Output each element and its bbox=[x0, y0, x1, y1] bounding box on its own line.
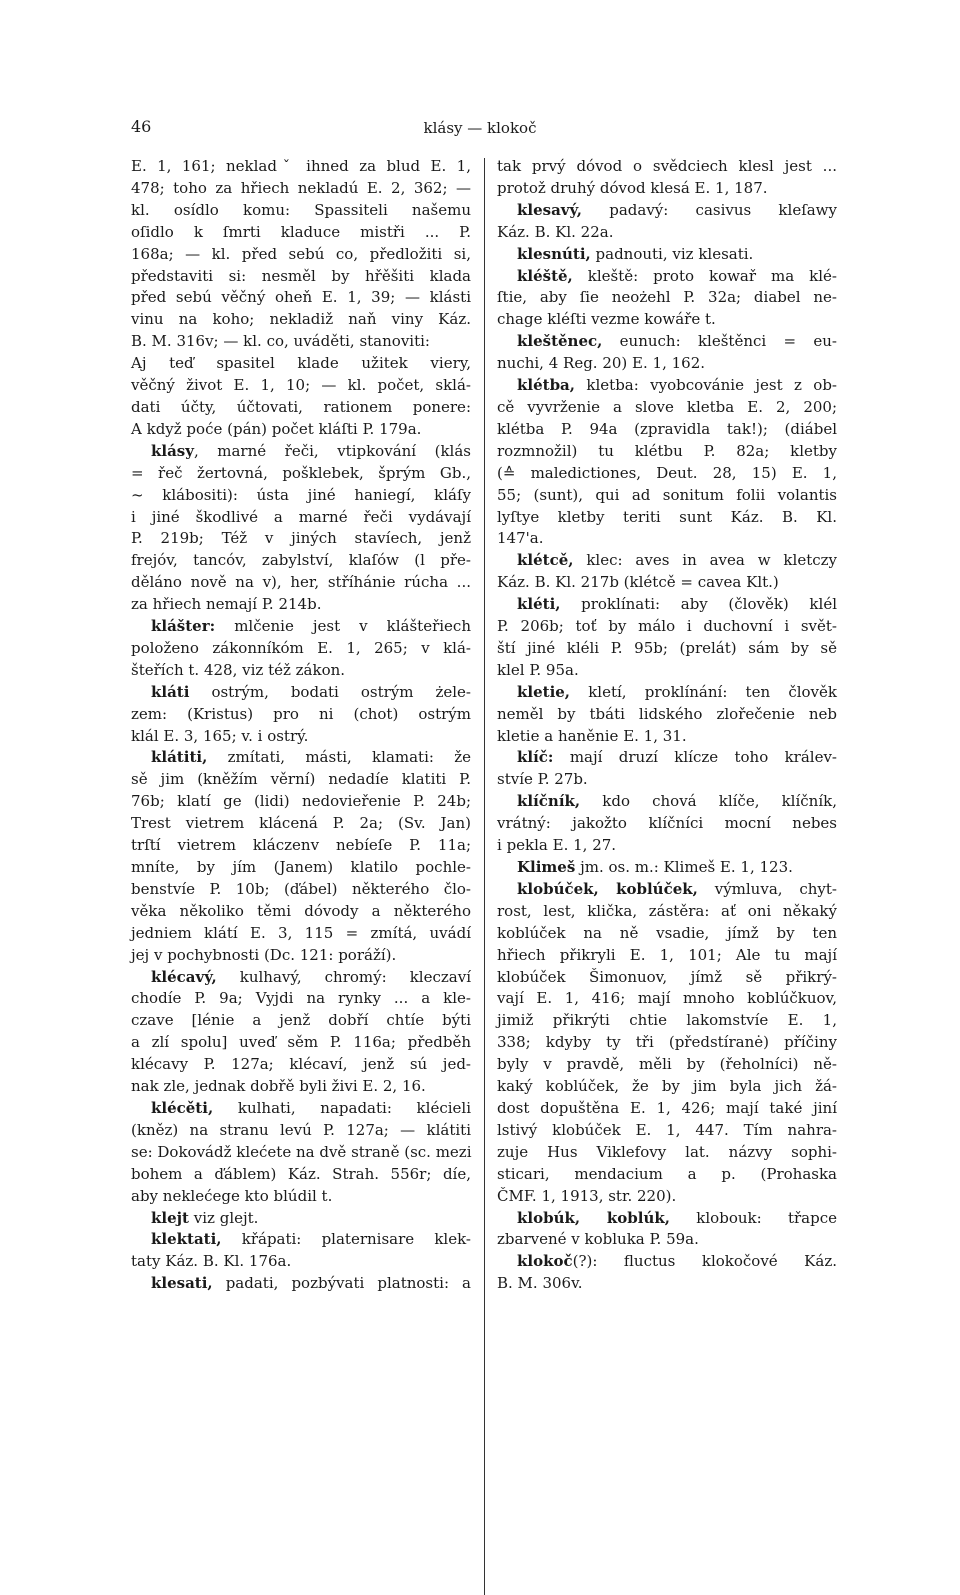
text-line: klel P. 95a. bbox=[497, 660, 579, 679]
text-line: klétba, kletba: vyobcovánie jest z ob- bbox=[517, 376, 837, 395]
text-line: hřiech přikryli E. 1, 101; Ale tu mají bbox=[497, 945, 837, 964]
headword: klektati, bbox=[151, 1230, 222, 1249]
text-line: i jiné škodlivé a marné řeči vydávají bbox=[131, 507, 471, 526]
text-line: frejóv, tancóv, zabylství, klaſów (l pře- bbox=[131, 551, 471, 570]
text-line: P. 206b; toť by málo i duchovní i svět- bbox=[497, 617, 837, 636]
text-line: ští jiné kléli P. 95b; (prelát) sám by sě bbox=[497, 638, 837, 657]
text-line: klektati, křápati: platernisare klek- bbox=[151, 1230, 471, 1249]
headword: klátiti, bbox=[151, 748, 208, 767]
text-line: klécavy P. 127a; klécaví, jenž sú jed- bbox=[131, 1055, 471, 1074]
text-line: klesnúti, padnouti, viz klesati. bbox=[517, 244, 754, 263]
text-line: šteřích t. 428, viz též zákon. bbox=[131, 660, 346, 679]
text-line: trſtí vietrem kláczenv nebíeſe P. 11a; bbox=[131, 836, 471, 855]
text-line: kletie a haněnie E. 1, 31. bbox=[497, 726, 687, 745]
text-line: kléště, kleště: proto kowař ma klé- bbox=[517, 266, 837, 285]
text-line: 55; (sunt), qui ad sonitum folii volantis bbox=[497, 485, 837, 504]
text-line: věka několiko těmi dóvody a některého bbox=[131, 901, 471, 920]
text-line: představiti si: nesměl by hřěšiti klada bbox=[131, 266, 471, 285]
text-line: klejt viz glejt. bbox=[151, 1208, 259, 1227]
text-line: za hřiech nemají P. 214b. bbox=[131, 595, 322, 614]
text-line: rozmnožil) tu klétbu P. 82a; kletby bbox=[497, 441, 837, 460]
text-line: klobúček Šimonuov, jímž sě přikrý- bbox=[497, 967, 837, 986]
text-line: sticari, mendacium a p. (Prohaska bbox=[497, 1164, 837, 1183]
headword: klécavý, bbox=[151, 967, 217, 986]
text-line: klécěti, kulhati, napadati: klécieli bbox=[151, 1098, 471, 1117]
text-line: mníte, by jím (Janem) klatilo pochle- bbox=[131, 858, 471, 876]
text-line: 168a; — kl. před sebú co, předložiti si, bbox=[131, 244, 471, 263]
text-line: P. 219b; Též v jiných stavíech, jenž bbox=[131, 529, 471, 548]
text-line: koblúček na ně vsadie, jímž by ten bbox=[497, 923, 837, 942]
page-number: 46 bbox=[131, 117, 152, 136]
text-line: klátiti, zmítati, másti, klamati: že bbox=[151, 748, 471, 767]
text-line: lstivý klobúček E. 1, 447. Tím nahra- bbox=[497, 1120, 837, 1139]
headword: klobúček, koblúček, bbox=[517, 879, 698, 898]
text-line: se: Dokovádž klećete na dvě straně (sc. mezi bbox=[131, 1142, 472, 1161]
headword: klíč: bbox=[517, 748, 554, 767]
headword: klobúk, koblúk, bbox=[517, 1208, 670, 1227]
text-line: sě jim (kněžím věrní) nedadíe klatiti P. bbox=[131, 770, 471, 789]
text-line: byly v pravdě, měli by (řeholníci) ně- bbox=[497, 1055, 837, 1074]
text-line: zem: (Kristus) pro ni (chot) ostrým bbox=[131, 704, 471, 723]
text-line: zuje Hus Viklefovy lat. názvy sophi- bbox=[497, 1142, 837, 1161]
text-line: kleštěnec, eunuch: kleštěnci = eu- bbox=[517, 332, 837, 351]
text-line: Aj teď spasitel klade užitek viery, bbox=[131, 354, 471, 373]
text-line: dost dopuštěna E. 1, 426; mají také jiní bbox=[497, 1098, 837, 1117]
text-line: vají E. 1, 416; mají mnoho koblúčkuov, bbox=[497, 989, 837, 1008]
text-line: chodíe P. 9a; Vyjdi na rynky ... a kle- bbox=[131, 989, 471, 1008]
text-line: protož druhý dóvod klesá E. 1, 187. bbox=[497, 178, 768, 197]
text-line: jedniem klátí E. 3, 115 = zmítá, uvádí bbox=[131, 923, 471, 942]
headword: kláti bbox=[151, 682, 190, 701]
text-line: Káz. B. Kl. 217b (klétcě = cavea Klt.) bbox=[497, 573, 779, 592]
text-line: bohem a ďáblem) Káz. Strah. 556r; díe, bbox=[131, 1164, 471, 1183]
headword: klesnúti, bbox=[517, 244, 591, 263]
text-line: klobúček, koblúček, výmluva, chyt- bbox=[517, 879, 838, 898]
text-line: věčný život E. 1, 10; — kl. počet, sklá- bbox=[131, 376, 471, 395]
text-line: tak prvý dóvod o svědciech klesl jest ... bbox=[497, 157, 837, 175]
column-divider bbox=[484, 158, 485, 1595]
text-line: (kněz) na stranu levú P. 127a; — klátiti bbox=[131, 1120, 471, 1139]
text-line: i pekla E. 1, 27. bbox=[497, 836, 617, 855]
text-line: B. M. 316v; — kl. co, uváděti, stanoviti: bbox=[131, 332, 430, 351]
text-line: Trest vietrem klácená P. 2a; (Sv. Jan) bbox=[131, 814, 471, 833]
headword: klásy bbox=[151, 441, 194, 460]
headword: Klimeš bbox=[517, 858, 576, 876]
running-head: klásy — klokoč bbox=[423, 119, 537, 137]
text-line: cě vyvrženie a slove kletba E. 2, 200; bbox=[497, 397, 837, 416]
text-line: kletie, kletí, proklínání: ten člověk bbox=[517, 682, 837, 701]
text-line: klobúk, koblúk, klobouk: třapce bbox=[517, 1208, 837, 1227]
text-line: vrátný: jakožto klíčníci mocní nebes bbox=[497, 814, 837, 833]
text-line: klécavý, kulhavý, chromý: kleczaví bbox=[151, 967, 471, 986]
text-line: klokoč(?): fluctus klokočové Káz. bbox=[517, 1252, 837, 1271]
text-line: a zlí spolu] uveď sěm P. 116a; předběh bbox=[131, 1033, 471, 1052]
text-line: kaký koblúček, že by jim byla jich žá- bbox=[497, 1077, 837, 1096]
text-line: položeno zákonníkóm E. 1, 265; v klá- bbox=[131, 638, 471, 657]
headword: klesati, bbox=[151, 1274, 213, 1293]
text-line: Klimeš jm. os. m.: Klimeš E. 1, 123. bbox=[517, 858, 793, 876]
text-line: ~ klábositi): ústa jiné haniegí, kláſy bbox=[131, 485, 471, 504]
right-column bbox=[497, 156, 837, 1295]
text-line: A když poće (pán) počet kláſti P. 179a. bbox=[131, 419, 422, 438]
text-line: vinu na koho; nekladiž naň viny Káz. bbox=[131, 310, 471, 329]
headword: klécěti, bbox=[151, 1098, 214, 1117]
text-line: klesati, padati, pozbývati platnosti: a bbox=[151, 1274, 471, 1293]
text-line: kl. osídlo komu: Spassiteli našemu bbox=[131, 200, 471, 219]
headword: klétcě, bbox=[517, 551, 574, 570]
text-line: Káz. B. Kl. 22a. bbox=[497, 222, 614, 241]
headword: klejt bbox=[151, 1208, 189, 1227]
text-line: děláno nově na v), her, stříhánie rúcha ... bbox=[131, 573, 471, 592]
text-line: (≙ maledictiones, Deut. 28, 15) E. 1, bbox=[497, 463, 837, 482]
text-line: 478; toho za hřiech nekladú E. 2, 362; — bbox=[131, 178, 471, 197]
text-line: ČMF. 1, 1913, str. 220). bbox=[497, 1186, 677, 1205]
text-line: benstvíe P. 10b; (ďábel) některého člo- bbox=[131, 879, 471, 898]
headword: klétba, bbox=[517, 376, 575, 395]
text-line: jimiž přikrýti chtie lakomstvíe E. 1, bbox=[497, 1011, 837, 1030]
text-line: rost, lest, klička, zástěra: ať oni někaký bbox=[497, 901, 837, 920]
headword: klíčník, bbox=[517, 792, 581, 811]
text-line: = řeč žertovná, pošklebek, šprým Gb., bbox=[131, 463, 471, 482]
text-line: klásy, marné řeči, vtipkování (klás bbox=[151, 441, 471, 460]
text-line: 76b; klatí ge (lidi) nedovieřenie P. 24b; bbox=[131, 792, 471, 811]
text-line: klášter: mlčenie jest v klášteřiech bbox=[151, 617, 471, 636]
text-line: nuchi, 4 Reg. 20) E. 1, 162. bbox=[497, 354, 706, 373]
text-line: klétba P. 94a (zpravidla tak!); (diábel bbox=[497, 419, 837, 438]
text-line: 147'a. bbox=[497, 529, 544, 548]
text-line: neměl by tbáti lidského zlořečenie neb bbox=[497, 704, 837, 723]
headword: kléště, bbox=[517, 266, 573, 285]
text-line: před sebú věčný oheň E. 1, 39; — klásti bbox=[131, 288, 471, 307]
headword: kletie, bbox=[517, 682, 571, 701]
text-line: klíč: mají druzí klícze toho králev- bbox=[517, 748, 837, 767]
text-line: kláti ostrým, bodati ostrým żele- bbox=[151, 682, 471, 701]
text-line: nak zle, jednak dobřě byli živi E. 2, 16. bbox=[131, 1077, 426, 1096]
headword: klášter: bbox=[151, 617, 216, 636]
text-line: zbarvené v kobluka P. 59a. bbox=[497, 1230, 699, 1249]
text-line: aby neklećege kto blúdil t. bbox=[131, 1186, 333, 1205]
text-line: klétcě, klec: aves in avea w kletczy bbox=[517, 551, 837, 570]
headword: kléti, bbox=[517, 595, 561, 614]
text-line: stvíe P. 27b. bbox=[497, 770, 588, 789]
text-line: ſtie, aby ſie neożehl P. 32a; diabel ne- bbox=[497, 288, 837, 307]
text-line: taty Káz. B. Kl. 176a. bbox=[131, 1252, 292, 1271]
headword: klesavý, bbox=[517, 200, 583, 219]
headword: klokoč bbox=[517, 1252, 573, 1271]
text-line: klesavý, padavý: casivus kleſawy bbox=[517, 200, 837, 219]
text-line: czave [lénie a jenž dobří chtíe býti bbox=[131, 1011, 471, 1030]
left-column bbox=[131, 156, 471, 1295]
text-line: E. 1, 161; nekladˇ ihned za blud E. 1, bbox=[131, 157, 471, 175]
text-line: oſidlo k ſmrti kladuce mistři ... P. bbox=[131, 222, 471, 241]
text-line: klíčník, kdo chová klíče, klíčník, bbox=[517, 792, 837, 811]
headword: kleštěnec, bbox=[517, 332, 603, 351]
text-line: chage kléſti vezme kowáře t. bbox=[497, 310, 716, 329]
text-line: jej v pochybnosti (Dc. 121: poráží). bbox=[131, 945, 397, 964]
text-line: lyſtye kletby teriti sunt Káz. B. Kl. bbox=[497, 507, 837, 526]
text-line: klál E. 3, 165; v. i ostrý. bbox=[131, 726, 309, 745]
text-line: B. M. 306v. bbox=[497, 1274, 583, 1293]
text-line: dati účty, účtovati, rationem ponere: bbox=[131, 397, 471, 416]
text-line: 338; kdyby ty tři (předstíranė) příčiny bbox=[497, 1033, 837, 1052]
text-line: kléti, proklínati: aby (člověk) klél bbox=[517, 595, 837, 614]
